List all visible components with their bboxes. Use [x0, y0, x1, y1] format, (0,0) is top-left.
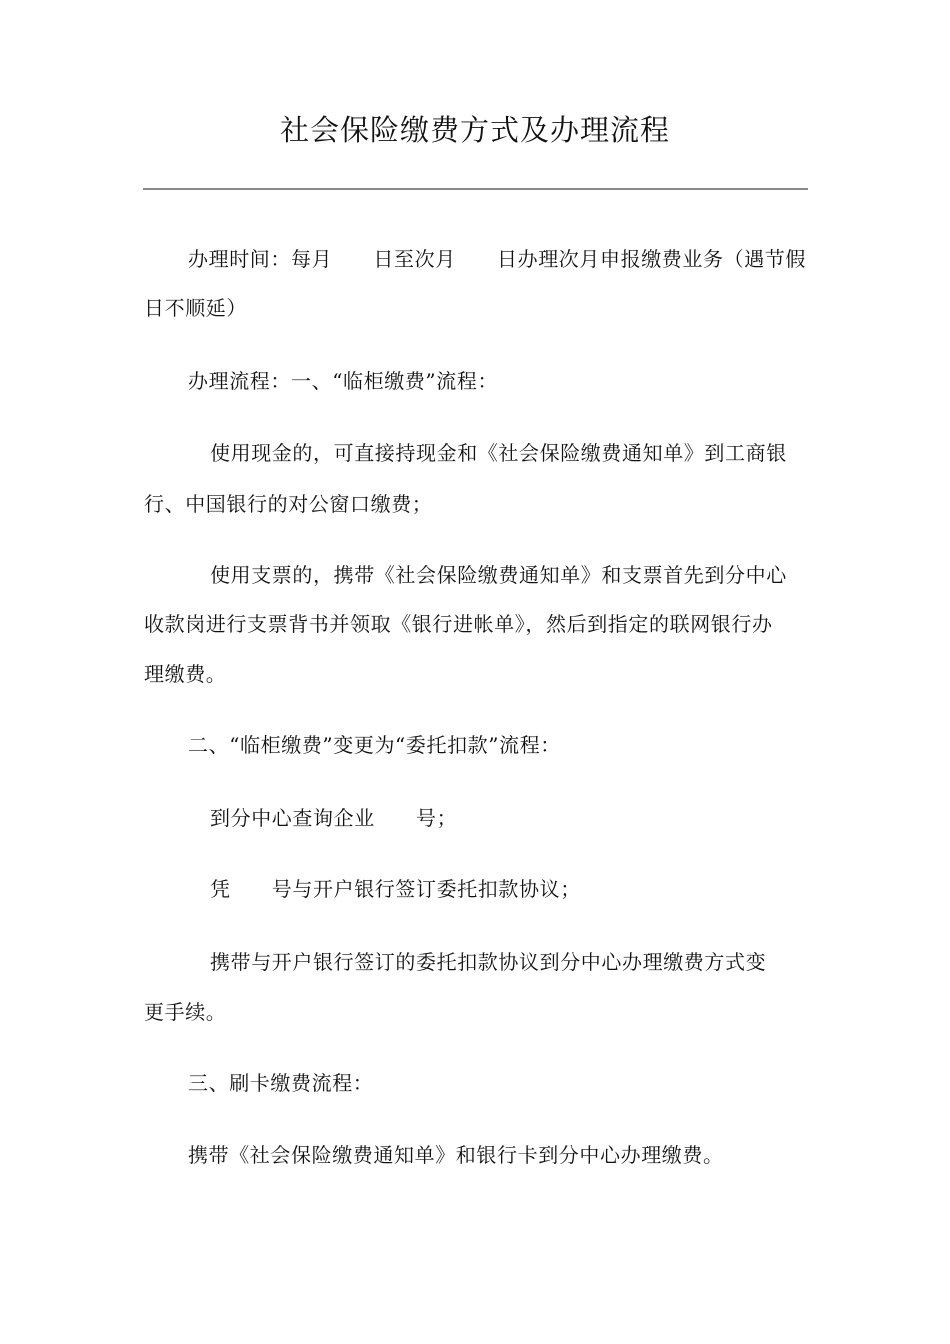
- document-title: 社会保险缴费方式及办理流程: [279, 113, 670, 147]
- step-change-procedure-line-2: 更手续。: [144, 1000, 227, 1024]
- step-change-procedure-line-1: 携带与开户银行签订的委托扣款协议到分中心办理缴费方式变: [210, 950, 767, 974]
- paragraph-cash-line-1: 使用现金的，可直接持现金和《社会保险缴费通知单》到工商银: [210, 441, 787, 465]
- paragraph-cheque-line-2: 收款岗进行支票背书并领取《银行进帐单》，然后到指定的联网银行办: [144, 612, 773, 636]
- paragraph-cheque-line-1: 使用支票的，携带《社会保险缴费通知单》和支票首先到分中心: [210, 563, 787, 587]
- section-heading-card-payment: 三、刷卡缴费流程：: [188, 1071, 374, 1095]
- section-heading-entrusted-deduction: 二、“临柜缴费”变更为“委托扣款”流程：: [188, 733, 561, 757]
- paragraph-cheque-line-3: 理缴费。: [144, 662, 227, 686]
- section-heading-counter-payment: 办理流程：一、“临柜缴费”流程：: [188, 369, 499, 393]
- paragraph-office-hours-line-2: 日不顺延）: [144, 296, 247, 320]
- paragraph-cash-line-2: 行、中国银行的对公窗口缴费；: [144, 492, 433, 516]
- paragraph-card-payment: 携带《社会保险缴费通知单》和银行卡到分中心办理缴费。: [188, 1143, 724, 1167]
- step-query-enterprise-number: 到分中心查询企业 号；: [210, 806, 458, 830]
- title-divider: [143, 188, 808, 190]
- step-sign-agreement: 凭 号与开户银行签订委托扣款协议；: [210, 877, 581, 901]
- paragraph-office-hours-line-1: 办理时间：每月 日至次月 日办理次月申报缴费业务（遇节假: [188, 247, 806, 271]
